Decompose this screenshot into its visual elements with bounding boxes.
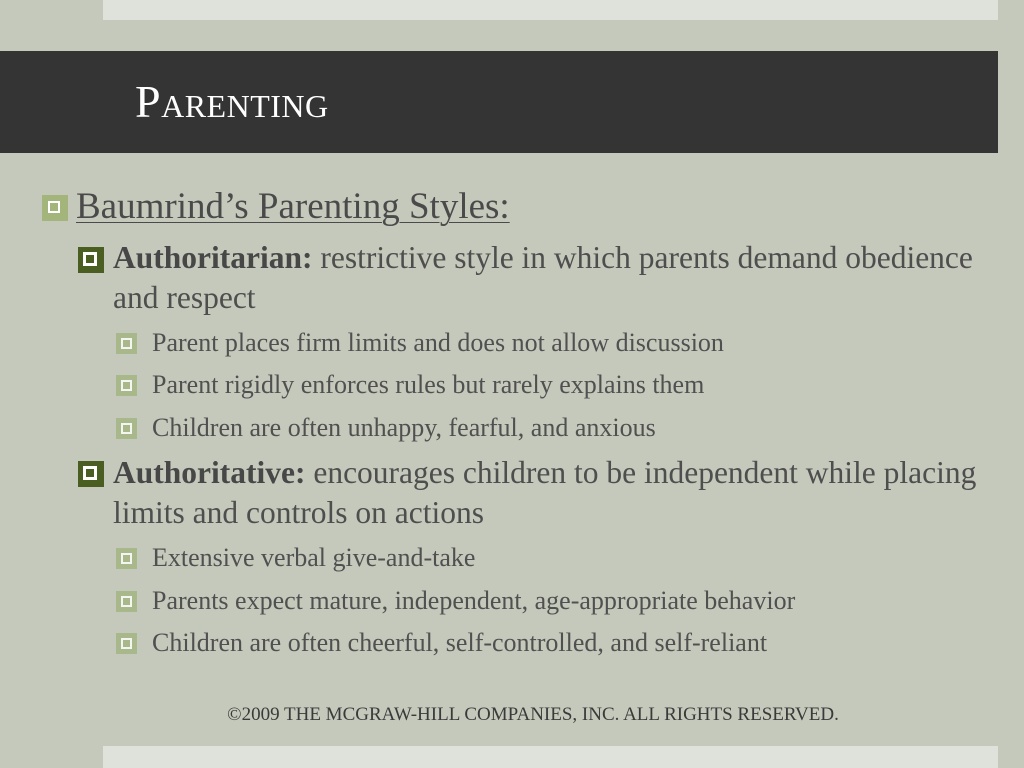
list-item: Parent places firm limits and does not allow discussion	[152, 328, 724, 357]
style-definition: encourages children to be independent while placing limits and controls on actions	[113, 455, 977, 530]
list-item: Parents expect mature, independent, age-appropriate behavior	[152, 586, 796, 615]
bottom-decorative-band	[103, 746, 998, 768]
bullet-square-icon	[78, 247, 104, 273]
list-item: Extensive verbal give-and-take	[152, 543, 476, 572]
list-item: Parent rigidly enforces rules but rarely explains them	[152, 370, 705, 399]
bullet-square-icon	[116, 591, 137, 612]
bullet-square-icon	[116, 633, 137, 654]
copyright-footer: ©2009 THE MCGRAW-HILL COMPANIES, INC. ALL RIGHTS RESERVED.	[227, 704, 839, 725]
style-authoritarian	[113, 238, 983, 318]
bullet-square-icon	[42, 195, 68, 221]
style-definition: restrictive style in which parents demand obedience and respect	[113, 240, 973, 315]
bullet-square-icon	[116, 375, 137, 396]
bullet-square-icon	[116, 418, 137, 439]
style-term: Authoritative:	[113, 455, 306, 490]
bullet-square-icon	[78, 461, 104, 487]
style-term: Authoritarian:	[113, 240, 313, 275]
heading-parenting-styles: Baumrind’s Parenting Styles:	[76, 186, 510, 227]
bullet-square-icon	[116, 548, 137, 569]
bullet-square-icon	[116, 333, 137, 354]
list-item: Children are often cheerful, self-controlled, and self-reliant	[152, 628, 768, 657]
list-item: Children are often unhappy, fearful, and anxious	[152, 413, 656, 442]
style-authoritative	[113, 453, 983, 533]
slide-title: Parenting	[135, 76, 329, 127]
